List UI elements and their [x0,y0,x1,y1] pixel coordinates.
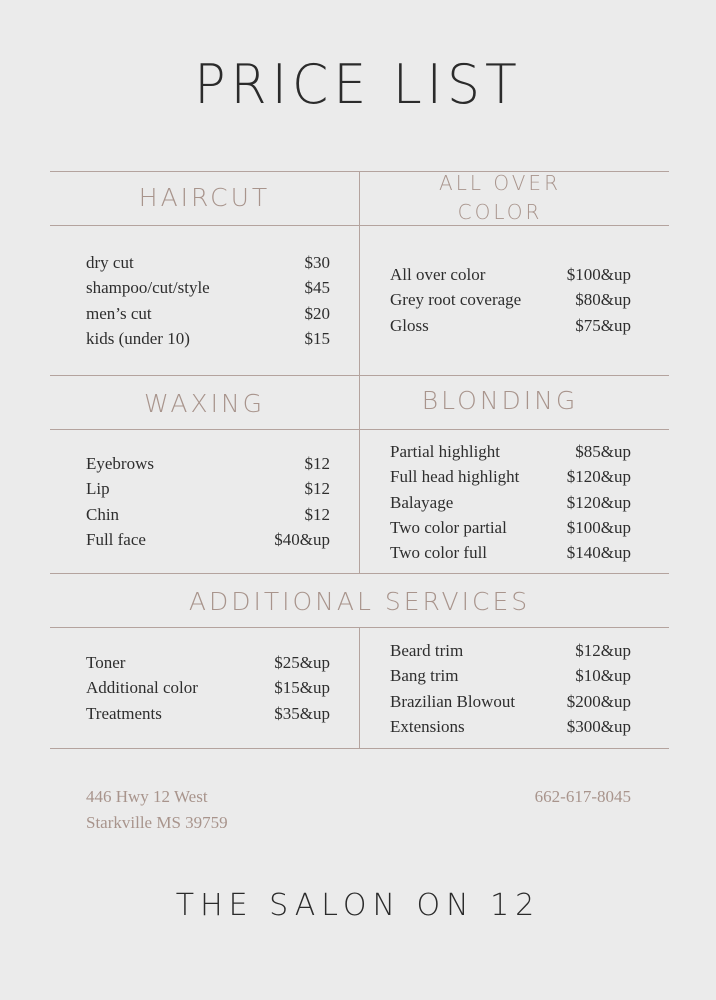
service-price: $12 [304,479,330,499]
service-price: $12 [304,454,330,473]
service-price: $100&up [566,517,631,537]
service-name: Brazilian Blowout [390,691,516,711]
list-item [86,275,330,300]
list-item [390,439,631,464]
additional-services-list-right [390,638,631,739]
list-item [390,515,631,540]
service-name: men’s cut [86,303,152,323]
salon-name: THE SALON ON 12 [175,888,541,923]
service-name: Balayage [390,492,454,512]
service-name: Gloss [390,315,429,335]
service-name: Beard trim [390,641,464,660]
phone-number: 662-617-8045 [534,787,631,806]
service-price: $35&up [274,703,330,723]
service-name: Chin [86,504,120,524]
section-heading-waxing: WAXING [143,389,266,418]
address-line: 446 Hwy 12 West [86,787,208,806]
divider [50,748,669,749]
list-item [390,287,631,312]
list-item [390,638,631,663]
service-name: All over color [390,265,486,284]
section-heading-blonding: BLONDING [421,386,579,415]
list-item [86,476,330,501]
service-name: Additional color [86,678,198,698]
list-item [390,262,631,287]
service-price: $100&up [566,265,631,284]
list-item [390,490,631,515]
list-item [86,650,330,675]
column-divider [359,627,360,748]
service-price: $40&up [274,529,330,549]
service-name: Toner [86,653,126,672]
blonding-list [390,439,631,565]
address [86,784,228,836]
list-item [86,701,330,726]
service-name: Grey root coverage [390,290,522,310]
service-price: $200&up [566,691,631,711]
haircut-list [86,250,330,351]
service-name: Lip [86,479,110,499]
service-price: $12 [304,504,330,524]
service-name: Treatments [86,703,162,723]
service-name: Two color partial [390,517,507,537]
service-price: $80&up [575,290,631,310]
service-price: $75&up [575,315,631,335]
list-item [86,527,330,552]
additional-services-list-left [86,650,330,726]
service-price: $120&up [566,492,631,512]
list-item [86,250,330,275]
service-price: $12&up [575,641,631,660]
waxing-list [86,451,330,552]
list-item [390,689,631,714]
list-item [86,675,330,700]
list-item [390,313,631,338]
section-heading-additional-services: ADDITIONAL SERVICES [188,587,531,616]
all-over-color-list [390,262,631,338]
service-price: $15 [304,328,330,348]
service-name: shampoo/cut/style [86,278,210,298]
page-title: PRICE LIST [194,53,522,117]
service-price: $45 [304,278,330,298]
service-name: Two color full [390,543,488,563]
service-price: $30 [304,253,330,272]
section-heading-haircut: HAIRCUT [138,183,271,212]
service-name: Bang trim [390,666,459,686]
service-price: $140&up [566,543,631,563]
service-name: dry cut [86,253,134,272]
service-price: $15&up [274,678,330,698]
service-price: $20 [304,303,330,323]
service-name: Full head highlight [390,467,520,487]
list-item [390,663,631,688]
service-price: $25&up [274,653,330,672]
service-price: $300&up [566,716,631,736]
service-name: Eyebrows [86,454,154,473]
service-price: $10&up [575,666,631,686]
address-line: Starkville MS 39759 [86,813,228,832]
section-heading-line: COLOR [457,200,543,224]
list-item [390,540,631,565]
divider [50,573,669,574]
service-name: Partial highlight [390,442,501,461]
section-heading-line: ALL OVER [439,171,561,195]
list-item [86,502,330,527]
service-name: Full face [86,529,146,549]
section-heading-all-over-color [359,169,641,227]
list-item [390,464,631,489]
column-divider [359,171,360,573]
service-price: $85&up [575,442,631,461]
list-item [86,301,330,326]
service-name: kids (under 10) [86,328,190,348]
service-price: $120&up [566,467,631,487]
service-name: Extensions [390,716,465,736]
list-item [86,326,330,351]
list-item [86,451,330,476]
list-item [390,714,631,739]
